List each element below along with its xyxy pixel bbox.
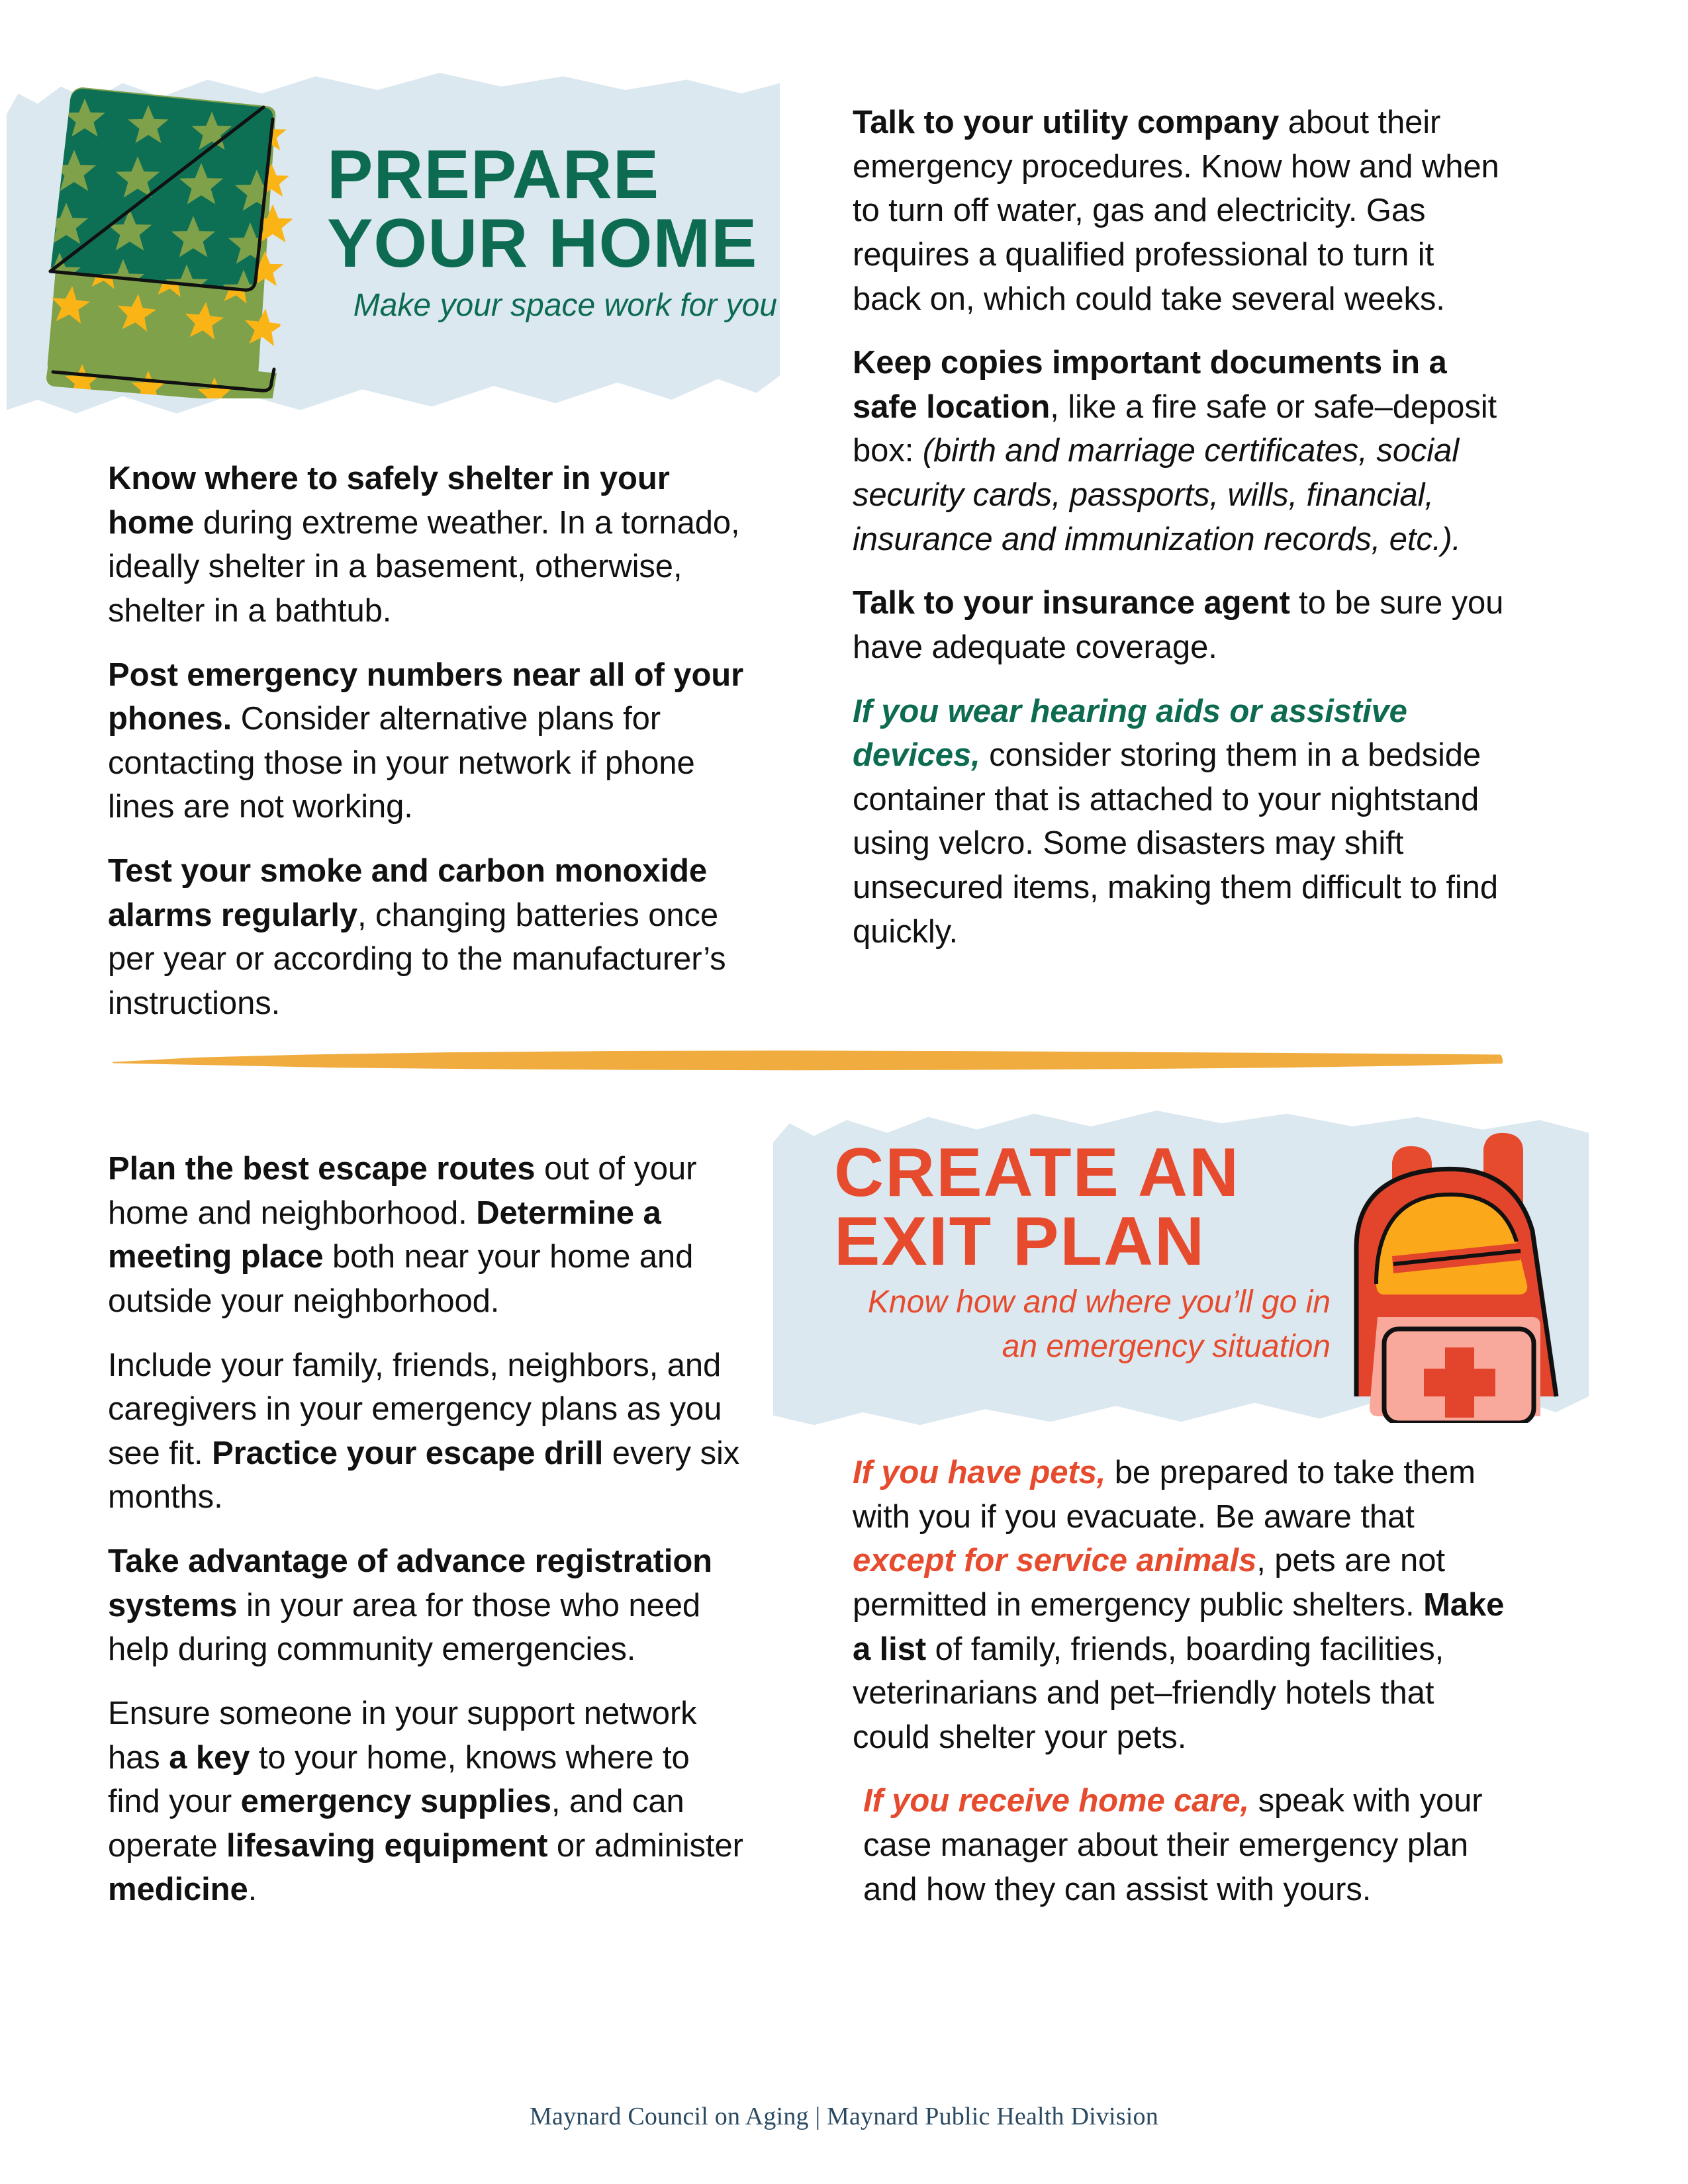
left-top-text-column: [108, 457, 760, 1046]
tip-documents-italic: (birth and marriage certificates, social security cards, passports, wills, financial, insurance and immunization records, etc.).: [853, 433, 1462, 557]
right-top-text-column: [853, 101, 1505, 974]
tip-escape-routes-bold: Plan the best escape routes: [108, 1151, 536, 1187]
exit-plan-title-line1: CREATE AN: [834, 1134, 1241, 1211]
tip-insurance-agent: [853, 581, 1505, 669]
tip-pets: [853, 1451, 1515, 1759]
tip-support-network-rest5: .: [248, 1872, 258, 1908]
tip-phone-numbers: [108, 653, 760, 830]
tip-insurance-agent-rest: to be sure you have adequate coverage.: [853, 585, 1504, 665]
tip-include-family-rest2: every six months.: [108, 1435, 740, 1516]
tip-support-network-bold2: a key: [169, 1739, 250, 1776]
tip-home-care-rest: speak with your case manager about their emergency plan and how they can assist with yours.: [863, 1783, 1483, 1907]
tip-support-network-rest: Ensure someone in your support network has: [108, 1695, 697, 1776]
tip-insurance-agent-bold: Talk to your insurance agent: [853, 585, 1290, 621]
tip-escape-routes-bold2: Determine a meeting place: [108, 1195, 661, 1275]
tip-support-network-rest2: to your home, knows where to find your: [108, 1739, 690, 1820]
tip-support-network-bold3: emergency supplies: [240, 1784, 551, 1820]
tip-shelter: [108, 457, 760, 633]
tip-utility-company: [853, 101, 1505, 321]
tip-hearing-aids-highlight: If you wear hearing aids or assistive devices,: [853, 693, 1407, 774]
tip-documents: [853, 341, 1505, 561]
exit-plan-heading-group: [834, 1134, 1331, 1365]
tip-smoke-alarms-bold: Test your smoke and carbon monoxide alarms regularly: [108, 853, 708, 933]
backpack-illustration: [1321, 1118, 1585, 1423]
tip-advance-registration-rest: in your area for those who need help during community emergencies.: [108, 1587, 701, 1668]
tip-advance-registration-bold: Take advantage of advance registration systems: [108, 1543, 712, 1623]
tip-escape-routes: [108, 1147, 743, 1324]
tip-hearing-aids-rest: consider storing them in a bedside container that is attached to your nightstand using velcro. Some disasters may shift unsecured items, making them difficult to find quickly.: [853, 737, 1498, 950]
page-subtitle: Make your space work for you: [353, 288, 777, 323]
tip-support-network-rest4: or administer: [547, 1827, 743, 1864]
tip-smoke-alarms-rest: , changing batteries once per year or according to the manufacturer’s instructions.: [108, 897, 726, 1021]
page-title-line1: PREPARE: [327, 136, 660, 213]
tip-support-network-bold5: medicine: [108, 1872, 248, 1908]
tip-shelter-bold: Know where to safely shelter in your home: [108, 461, 670, 541]
tip-pets-rest2: , pets are not permitted in emergency public shelters.: [853, 1543, 1445, 1623]
tip-phone-numbers-rest: Consider alternative plans for contacting those in your network if phone lines are not working.: [108, 701, 695, 825]
yellow-brush-divider: [113, 1050, 1503, 1072]
tip-escape-routes-rest: out of your home and neighborhood.: [108, 1151, 697, 1231]
tip-hearing-aids: [853, 690, 1505, 954]
tip-advance-registration: [108, 1539, 743, 1672]
footer-credit: Maynard Council on Aging | Maynard Public Health Division: [530, 2103, 1158, 2130]
tip-smoke-alarms: [108, 849, 760, 1026]
tip-pets-bold3: Make a list: [853, 1586, 1505, 1667]
tip-shelter-rest: during extreme weather. In a tornado, ideally shelter in a basement, otherwise, shelter in a bathtub.: [108, 504, 740, 629]
tip-pets-rest: be prepared to take them with you if you evacuate. Be aware that: [853, 1455, 1476, 1535]
folded-blanket-illustration: [30, 61, 308, 398]
left-bottom-text-column: [108, 1147, 743, 1932]
tip-escape-routes-rest2: both near your home and outside your neighborhood.: [108, 1239, 694, 1319]
tip-pets-rest3: of family, friends, boarding facilities, veterinarians and pet–friendly hotels that could shelter your pets.: [853, 1631, 1444, 1755]
tip-utility-company-rest: about their emergency procedures. Know how and when to turn off water, gas and electricity. Gas requires a qualified professional to turn it back on, which could take several weeks.: [853, 105, 1499, 317]
exit-plan-title-line2: EXIT PLAN: [834, 1203, 1206, 1280]
tip-home-care: [853, 1779, 1515, 1911]
tip-utility-company-bold: Talk to your utility company: [853, 105, 1280, 140]
tip-support-network-rest3: , and can operate: [108, 1784, 684, 1864]
tip-phone-numbers-bold: Post emergency numbers near all of your phones.: [108, 657, 744, 737]
tip-documents-rest: , like a fire safe or safe–deposit box:: [853, 388, 1497, 469]
tip-include-family: [108, 1343, 743, 1520]
tip-pets-highlight2: except for service animals: [853, 1543, 1257, 1579]
tip-documents-bold: Keep copies important documents in a safe location: [853, 345, 1447, 425]
exit-plan-subtitle-line1: Know how and where you’ll go in: [867, 1285, 1331, 1320]
prepare-home-heading-group: [327, 136, 777, 324]
tip-support-network: [108, 1692, 743, 1912]
tip-support-network-bold4: lifesaving equipment: [226, 1827, 548, 1864]
exit-plan-subtitle-line2: an emergency situation: [1002, 1329, 1331, 1365]
tip-include-family-bold2: Practice your escape drill: [212, 1435, 604, 1471]
right-bottom-text-column: [853, 1451, 1515, 1931]
tip-include-family-rest: Include your family, friends, neighbors, and caregivers in your emergency plans as you see fit.: [108, 1347, 722, 1471]
tip-home-care-highlight: If you receive home care,: [863, 1783, 1250, 1819]
page-title-line2: YOUR HOME: [327, 205, 758, 282]
tip-pets-highlight: If you have pets,: [853, 1455, 1106, 1490]
